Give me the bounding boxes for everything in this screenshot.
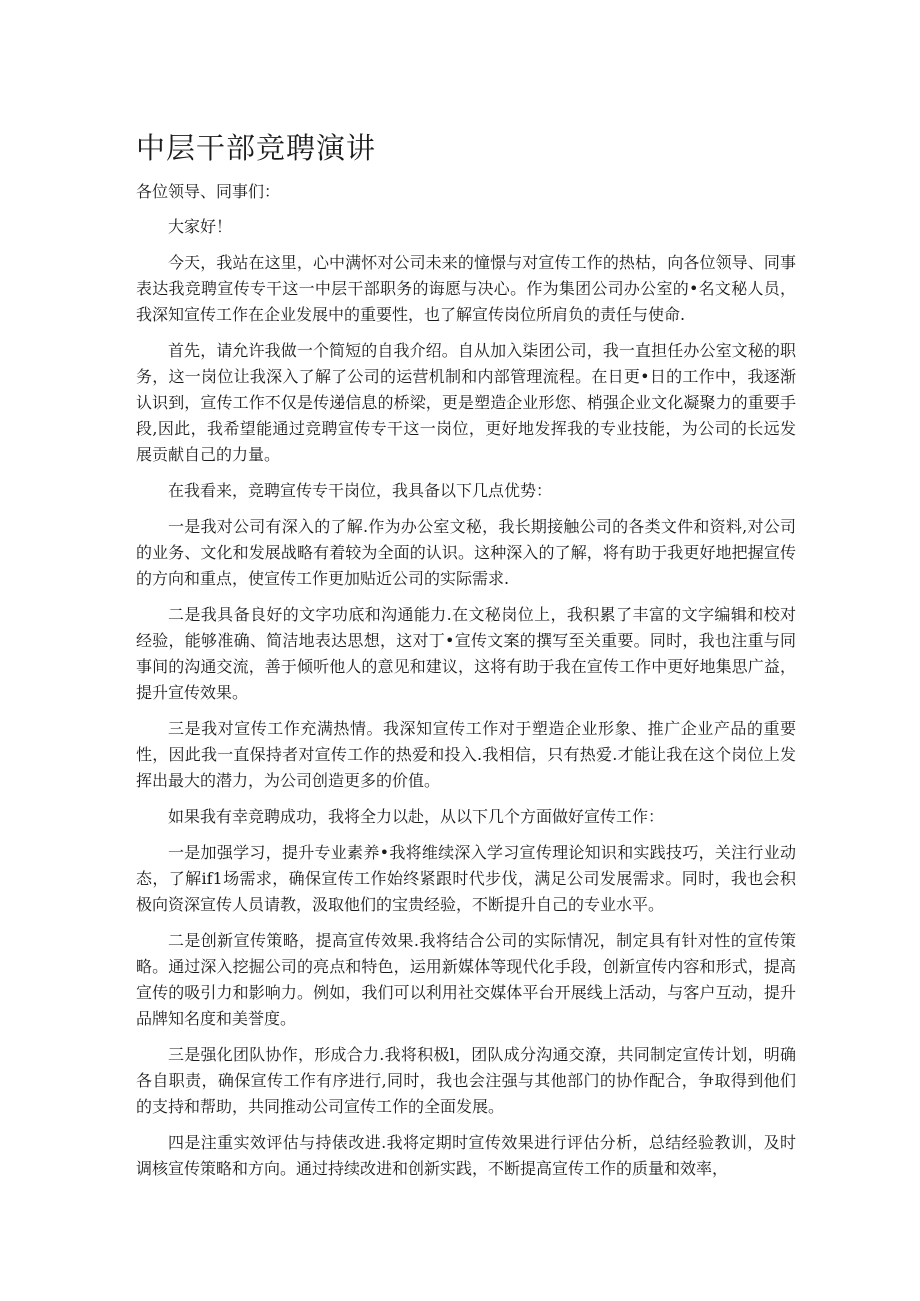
paragraph-plan-2: 二是创新宣传策略，提高宣传效果.我将结合公司的实际情况，制定具有针对性的宣传策略。通过深入挖掘公司的亮点和特色，运用新媒体等现代化手段，创新宣传内容和形式，提高宣传的吸引力和影响力。例如，我们可以利用社交媒体平台开展线上活动，与客户互动，提升品牌知名度和美誉度。	[136, 931, 796, 1028]
paragraph-self-introduction: 首先，请允许我做一个简短的自我介绍。自从加入柒团公司，我一直担任办公室文秘的职务，这一岗位让我深入了解了公司的运营机制和内部管理流程。在日更•日的工作中，我逐渐认识到，宣传工作不仅是传递信息的桥梁，更是塑造企业形您、梢强企业文化凝聚力的重要手段,因此，我希望能通过竞聘宣传专干这一岗位，更好地发挥我的专业技能，为公司的长远发展贡献自己的力量。	[136, 341, 796, 464]
paragraph-advantage-3: 三是我对宣传工作充满热情。我深知宣传工作对于塑造企业形象、推广企业产品的重要性，因此我一直保持者对宣传工作的热爱和投入.我相信，只有热爱.才能让我在这个岗位上发挥出最大的潜力，为公司创造更多的价值。	[136, 719, 796, 790]
paragraph-greeting: 大家好！	[168, 217, 233, 236]
paragraph-intro: 今天，我站在这里，心中满怀对公司未来的憧憬与对宣传工作的热枯，向各位领导、同事表达我竞聘宣传专干这一中层干部职务的诲愿与决心。作为集团公司办公室的•名文秘人员，我深知宣传工作在企业发展中的重要性，也了解宣传岗位所肩负的责任与使命.	[136, 253, 796, 324]
document-title: 中层干部竞聘演讲	[136, 131, 377, 165]
paragraph-plan-3: 三是强化团队协作，形成合力.我将积极l，团队成分沟通交潦，共同制定宣传计划，明确各自职责，确保宣传工作有序进行,同时，我也会注强与其他部门的协作配合，争取得到他们的支持和帮助，共同推动公司宣传工作的全面发展。	[136, 1045, 796, 1116]
paragraph-plans-heading: 如果我有幸竞聘成功，我将全力以赴，从以下几个方面做好宣传工作：	[168, 807, 665, 826]
paragraph-plan-1: 一是加强学习，提升专业素养•我将维续深入学习宣传理论知识和实践技巧，关注行业动态，了解if1场需求，确保宣传工作始终紧跟时代步伐，满足公司发展需求。同时，我也会积极向资深宣传人员请教，汲取他们的宝贵经验，不断提升自己的专业水平。	[136, 843, 796, 914]
salutation: 各位领导、同事们：	[136, 182, 281, 201]
paragraph-advantages-heading: 在我看来，竞聘宣传专干岗位，我具备以下几点优势：	[168, 481, 553, 500]
paragraph-advantage-1: 一是我对公司有深入的了解.作为办公室文秘，我长期接触公司的各类文件和资料,对公司的业务、文化和发展战略有着较为全面的认识。这种深入的了解，将有助于我更好地把握宣传的方向和重点，使宣传工作更加贴近公司的实际需求.	[136, 517, 796, 588]
paragraph-advantage-2: 二是我具备良好的文字功底和沟通能力.在文秘岗位上，我积累了丰富的文字编辑和校对经验，能够准确、简洁地表达思想，这对丁•宣传文案的撰写至关重要。同时，我也注重与同事间的沟通交流，善于倾听他人的意见和建议，这将有助于我在宣传工作中更好地集思广益，提升宣传效果。	[136, 605, 796, 702]
document-body	[136, 214, 796, 1192]
paragraph-plan-4: 四是注重实效评估与持俵改进.我将定期时宣传效果进行评估分析，总结经验教训，及时调核宣传策略和方向。通过持续改进和创新实践，不断提高宣传工作的质量和效率，	[136, 1133, 796, 1178]
